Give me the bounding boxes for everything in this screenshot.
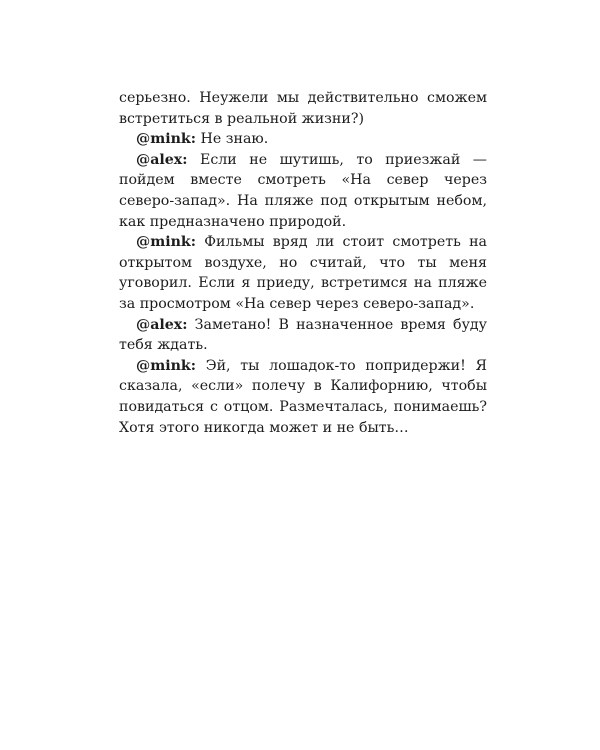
dialogue-text (119, 88, 487, 438)
paragraph-text: серьезно. Неужели мы действительно сможем встретиться в реальной жизни?) (119, 90, 487, 127)
paragraph-continuation (119, 88, 487, 129)
speaker-handle: @alex: (136, 151, 188, 168)
message-text: Если не шутишь, то приезжай — пойдем вместе смотреть «На север через северо-запад». На пляже под открытым небом, как предназначено природой. (119, 151, 487, 230)
message-alex (119, 315, 487, 356)
message-text: Эй, ты лошадок-то попридержи! Я сказала, «если» полечу в Калифорнию, чтобы повидаться с отцом. Размечталась, понимаешь? Хотя этого никогда может и не быть… (119, 357, 487, 436)
message-text: Заметано! В назначенное время буду тебя ждать. (119, 316, 487, 354)
message-text: Фильмы вряд ли стоит смотреть на открытом воздухе, но считай, что ты меня уговорил. Если я приеду, встретимся на пляже за просмотром «На север через северо-запад». (119, 234, 487, 312)
message-alex (119, 150, 487, 232)
message-text: Не знаю. (195, 131, 269, 148)
speaker-handle: @mink: (136, 131, 196, 148)
message-mink (119, 356, 487, 438)
speaker-handle: @alex: (136, 316, 188, 333)
message-mink (119, 129, 487, 150)
message-mink (119, 232, 487, 314)
speaker-handle: @mink: (136, 234, 196, 251)
speaker-handle: @mink: (136, 357, 196, 374)
